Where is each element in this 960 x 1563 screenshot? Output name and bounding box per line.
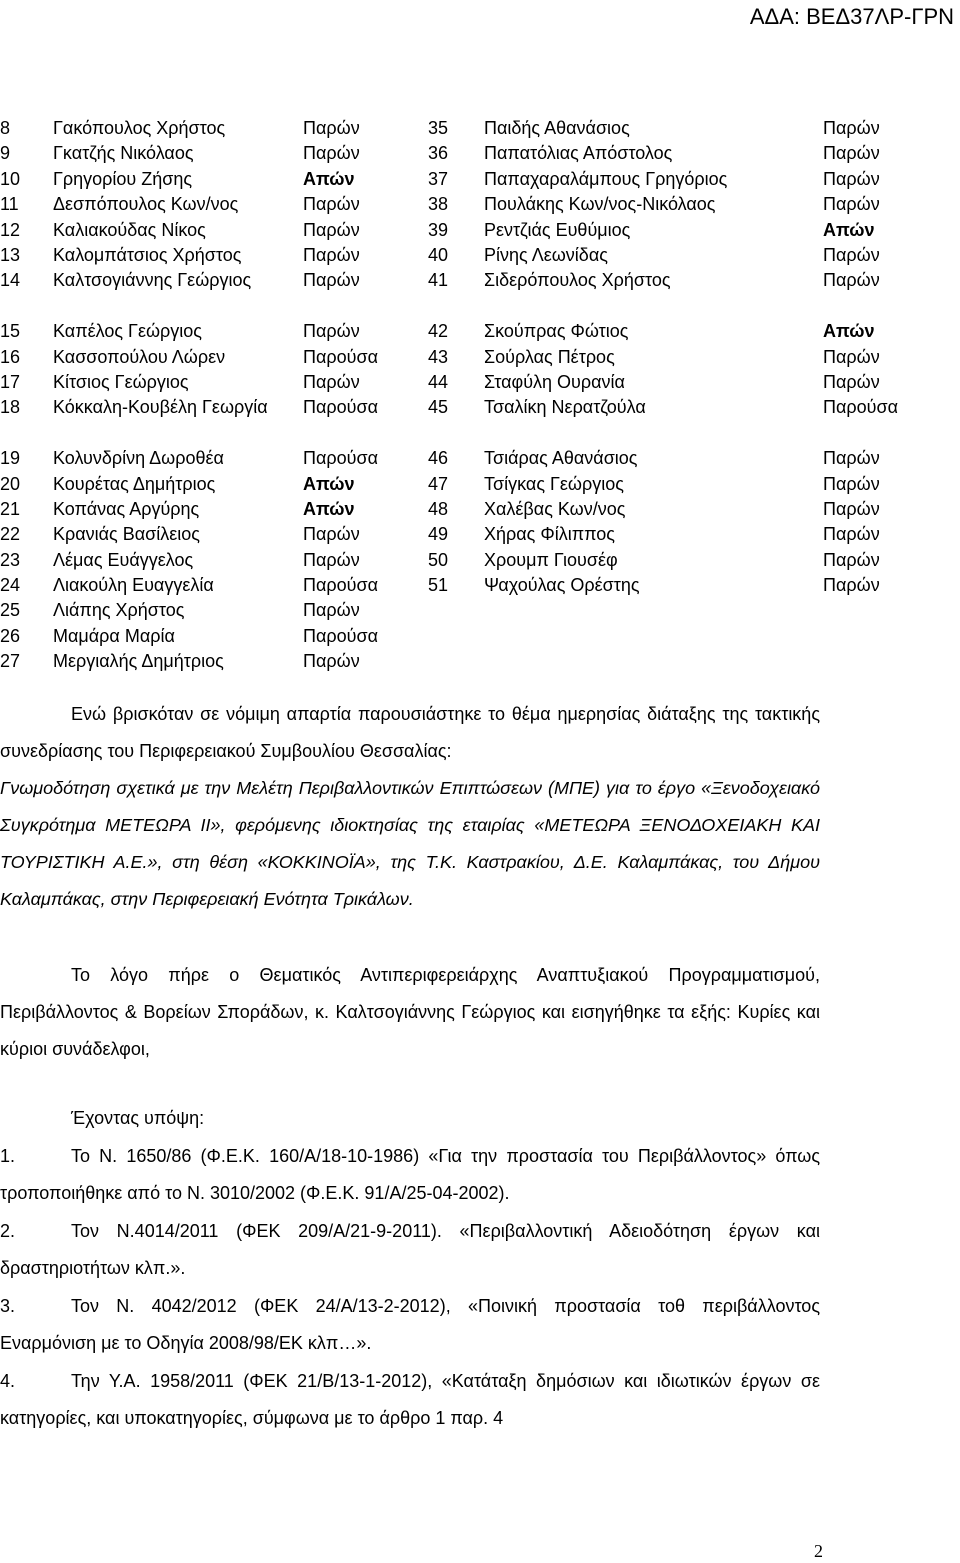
member-number: 9 <box>0 143 11 164</box>
member-name: Χήρας Φίλιππος <box>484 524 615 545</box>
considerations-list <box>0 1138 820 1438</box>
member-number: 51 <box>428 575 449 596</box>
attendance-row <box>0 141 960 166</box>
attendance-row <box>0 522 960 547</box>
member-number: 38 <box>428 194 449 215</box>
member-number: 40 <box>428 244 449 265</box>
member-number: 35 <box>428 118 449 138</box>
member-name: Παπατόλιας Απόστολος <box>484 143 673 164</box>
attendance-status: Παρών <box>823 371 880 392</box>
member-number: 41 <box>428 270 449 291</box>
consideration-item <box>0 1363 820 1437</box>
member-name: Καλιακούδας Νίκος <box>53 219 206 240</box>
member-name: Κοπάνας Αργύρης <box>53 498 200 519</box>
member-number: 8 <box>0 118 11 138</box>
member-name: Τσιάρας Αθανάσιος <box>484 448 638 469</box>
attendance-status: Παρών <box>823 575 880 596</box>
member-number: 26 <box>0 625 21 646</box>
member-name: Κίτσιος Γεώργιος <box>53 371 189 392</box>
member-name: Μεργιαλής Δημήτριος <box>53 651 224 672</box>
attendance-status: Παρών <box>823 498 880 519</box>
attendance-status: Παρών <box>303 194 360 215</box>
member-number: 17 <box>0 371 21 392</box>
member-number: 16 <box>0 346 21 367</box>
member-name: Κουρέτας Δημήτριος <box>53 473 216 494</box>
member-name: Ψαχούλας Ορέστης <box>484 575 640 596</box>
speaker-text: Το λόγο πήρε ο Θεματικός Αντιπεριφερειάρχης Αναπτυξιακού Προγραμματισμού, Περιβάλλοντος & Βορείων Σποράδων, κ. Καλτσογιάννης Γεώργιος και εισηγήθηκε τα εξής: Κυρίες και κύριοι συνάδελφοι, <box>0 965 820 1059</box>
attendance-row <box>0 598 960 623</box>
attendance-status: Παρών <box>823 473 880 494</box>
member-name: Λέμας Ευάγγελος <box>53 549 194 570</box>
attendance-row <box>0 624 960 649</box>
attendance-row <box>0 472 960 497</box>
member-number: 48 <box>428 498 449 519</box>
member-number: 36 <box>428 143 449 164</box>
attendance-status: Παρούσα <box>303 346 379 367</box>
attendance-status: Παρών <box>303 371 360 392</box>
attendance-status: Παρούσα <box>303 397 379 418</box>
attendance-status: Παρών <box>303 143 360 164</box>
intro-text: Ενώ βρισκόταν σε νόμιμη απαρτία παρουσιάστηκε το θέμα ημερησίας διάταξης της τακτικής συνεδρίασης του Περιφερειακού Συμβουλίου Θεσσαλίας: <box>0 704 820 761</box>
member-number: 49 <box>428 524 449 545</box>
consideration-item <box>0 1288 820 1362</box>
member-number: 46 <box>428 448 449 469</box>
consideration-item <box>0 1213 820 1287</box>
member-number: 22 <box>0 524 21 545</box>
attendance-status: Παρών <box>823 549 880 570</box>
member-number: 11 <box>0 194 19 215</box>
attendance-row <box>0 243 960 268</box>
member-number: 23 <box>0 549 21 570</box>
item-number: 2. <box>0 1221 16 1241</box>
attendance-status: Απών <box>823 219 875 240</box>
attendance-row <box>0 395 960 446</box>
member-name: Κόκκαλη-Κουβέλη Γεωργία <box>53 397 268 418</box>
attendance-row <box>0 192 960 217</box>
member-name: Ρεντζιάς Ευθύμιος <box>484 219 631 240</box>
member-number: 13 <box>0 244 21 265</box>
attendance-status: Παρών <box>823 143 880 164</box>
member-name: Γκατζής Νικόλαος <box>53 143 194 164</box>
member-name: Σκούπρας Φώτιος <box>484 321 629 342</box>
item-number: 4. <box>0 1371 16 1391</box>
attendance-status: Παρούσα <box>303 448 379 469</box>
attendance-row <box>0 370 960 395</box>
attendance-status: Παρών <box>303 118 360 138</box>
member-name: Χαλέβας Κων/νος <box>484 498 626 519</box>
attendance-status: Παρών <box>303 549 360 570</box>
member-name: Γακόπουλος Χρήστος <box>53 118 226 138</box>
member-name: Λιακούλη Ευαγγελία <box>53 575 214 596</box>
attendance-status: Παρών <box>303 219 360 240</box>
member-number: 20 <box>0 473 21 494</box>
member-name: Χρουμπ Γιουσέφ <box>484 549 618 570</box>
member-name: Λιάπης Χρήστος <box>53 600 185 621</box>
attendance-status: Απών <box>303 473 355 494</box>
member-number: 24 <box>0 575 21 596</box>
attendance-status: Παρών <box>823 448 880 469</box>
attendance-row <box>0 218 960 243</box>
attendance-status: Παρών <box>823 194 880 215</box>
attendance-status: Απών <box>303 168 355 189</box>
member-number: 42 <box>428 321 449 342</box>
member-number: 44 <box>428 371 449 392</box>
attendance-status: Παρών <box>823 346 880 367</box>
item-number: 3. <box>0 1296 16 1316</box>
member-number: 21 <box>0 498 21 519</box>
member-number: 19 <box>0 448 21 469</box>
member-name: Τσίγκας Γεώργιος <box>484 473 624 494</box>
member-number: 15 <box>0 321 21 342</box>
attendance-status: Παρών <box>303 270 360 291</box>
item-text: Το Ν. 1650/86 (Φ.Ε.Κ. 160/Α/18-10-1986) «Για την προστασία του Περιβάλλοντος» όπως τροποποιήθηκε από το Ν. 3010/2002 (Φ.Ε.Κ. 91/Α/25-04-2002). <box>0 1146 820 1203</box>
attendance-status: Παρούσα <box>823 397 899 418</box>
attendance-status: Απών <box>303 498 355 519</box>
attendance-status: Παρών <box>303 600 360 621</box>
attendance-row <box>0 345 960 370</box>
member-name: Παπαχαραλάμπους Γρηγόριος <box>484 168 728 189</box>
member-number: 18 <box>0 397 21 418</box>
attendance-status: Παρών <box>823 270 880 291</box>
member-number: 27 <box>0 651 21 672</box>
item-text: Τον Ν. 4042/2012 (ΦΕΚ 24/Α/13-2-2012), «Ποινική προστασία τοθ περιβάλλοντος Εναρμόνιση με το Οδηγία 2008/98/ΕΚ κλπ…». <box>0 1296 820 1353</box>
member-number: 37 <box>428 168 449 189</box>
attendance-status: Παρών <box>823 118 880 138</box>
member-number: 10 <box>0 168 21 189</box>
attendance-status: Παρών <box>303 524 360 545</box>
attendance-status: Απών <box>823 321 875 342</box>
member-number: 45 <box>428 397 449 418</box>
member-name: Καπέλος Γεώργιος <box>53 321 202 342</box>
member-name: Καλτσογιάννης Γεώργιος <box>53 270 252 291</box>
member-number: 47 <box>428 473 449 494</box>
consideration-item <box>0 1138 820 1212</box>
attendance-row <box>0 116 960 141</box>
member-name: Παιδής Αθανάσιος <box>484 118 630 138</box>
member-number: 12 <box>0 219 21 240</box>
subject-text: Γνωμοδότηση σχετικά με την Μελέτη Περιβαλλοντικών Επιπτώσεων (ΜΠΕ) για το έργο «Ξενοδοχειακό Συγκρότημα ΜΕΤΕΩΡΑ ΙΙ», φερόμενης ιδιοκτησίας της εταιρίας «ΜΕΤΕΩΡΑ ΞΕΝΟΔΟΧΕΙΑΚΗ ΚΑΙ ΤΟΥΡΙΣΤΙΚΗ Α.Ε.», στη θέση «ΚΟΚΚΙΝΟΪΑ», της Τ.Κ. Καστρακίου, Δ.Ε. Καλαμπάκας, του Δήμου Καλαμπάκας, στην Περιφερειακή Ενότητα Τρικάλων. <box>0 778 820 909</box>
member-number: 50 <box>428 549 449 570</box>
attendance-row <box>0 446 960 471</box>
member-name: Γρηγορίου Ζήσης <box>53 168 193 189</box>
member-name: Δεσπόπουλος Κων/νος <box>53 194 239 215</box>
page-number: 2 <box>814 1541 823 1561</box>
item-number: 1. <box>0 1146 16 1166</box>
attendance-status: Παρών <box>823 244 880 265</box>
member-name: Τσαλίκη Νερατζούλα <box>484 397 646 418</box>
attendance-row <box>0 268 960 319</box>
speaker-paragraph <box>0 957 820 1068</box>
intro-paragraph <box>0 696 820 918</box>
attendance-status: Παρών <box>823 168 880 189</box>
attendance-row <box>0 167 960 192</box>
member-name: Κασσοπούλου Λώρεν <box>53 346 226 367</box>
attendance-row <box>0 649 960 674</box>
attendance-status: Παρούσα <box>303 625 379 646</box>
member-name: Σταφύλη Ουρανία <box>484 371 625 392</box>
member-number: 25 <box>0 600 21 621</box>
member-name: Πουλάκης Κων/νος-Νικόλαος <box>484 194 716 215</box>
attendance-status: Παρών <box>823 524 880 545</box>
attendance-row <box>0 548 960 573</box>
attendance-list <box>0 116 960 675</box>
attendance-row <box>0 497 960 522</box>
attendance-status: Παρούσα <box>303 575 379 596</box>
attendance-status: Παρών <box>303 321 360 342</box>
member-name: Καλομπάτσιος Χρήστος <box>53 244 242 265</box>
ada-code: ΑΔΑ: ΒΕΔ37ΛΡ-ΓΡΝ <box>749 4 954 29</box>
member-name: Κολυνδρίνη Δωροθέα <box>53 448 224 469</box>
member-name: Σούρλας Πέτρος <box>484 346 615 367</box>
member-number: 39 <box>428 219 449 240</box>
attendance-row <box>0 573 960 598</box>
attendance-status: Παρών <box>303 651 360 672</box>
item-text: Την Υ.Α. 1958/2011 (ΦΕΚ 21/Β/13-1-2012), «Κατάταξη δημόσιων και ιδιωτικών έργων σε κατηγορίες, και υποκατηγορίες, σύμφωνα με το άρθρο 1 παρ. 4 <box>0 1371 820 1428</box>
having-regard-text: Έχοντας υπόψη: <box>71 1108 205 1128</box>
member-name: Κρανιάς Βασίλειος <box>53 524 200 545</box>
item-text: Τον Ν.4014/2011 (ΦΕΚ 209/Α/21-9-2011). «Περιβαλλοντική Αδειοδότηση έργων και δραστηριοτήτων κλπ.». <box>0 1221 820 1278</box>
member-number: 14 <box>0 270 21 291</box>
having-regard-heading <box>0 1100 820 1137</box>
member-number: 43 <box>428 346 449 367</box>
attendance-status: Παρών <box>303 244 360 265</box>
member-name: Σιδερόπουλος Χρήστος <box>484 270 671 291</box>
attendance-row <box>0 319 960 344</box>
member-name: Μαμάρα Μαρία <box>53 625 175 646</box>
member-name: Ρίνης Λεωνίδας <box>484 244 608 265</box>
